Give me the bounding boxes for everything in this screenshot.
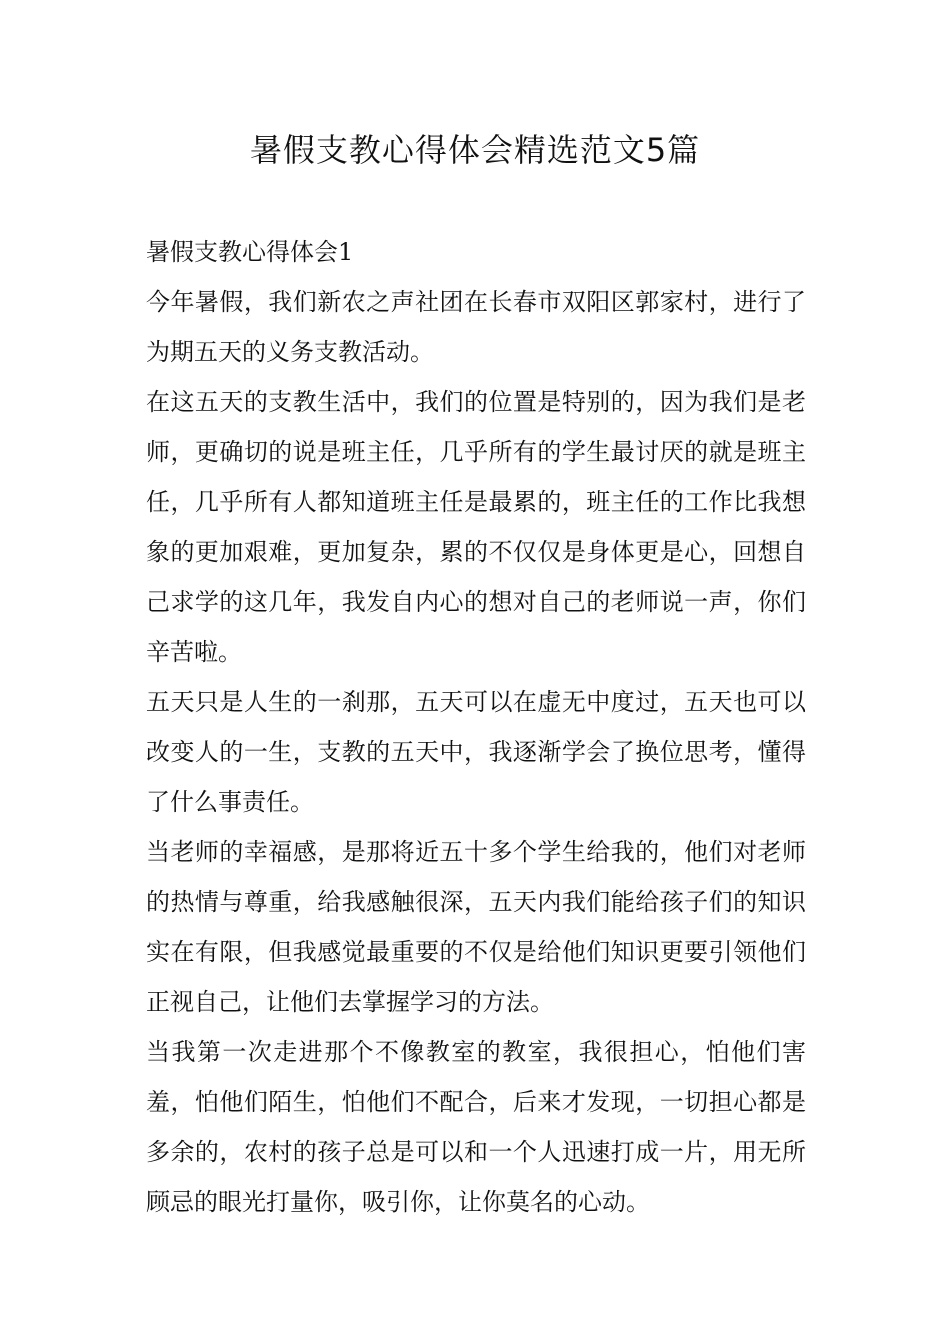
document-body <box>146 227 806 1227</box>
document-title: 暑假支教心得体会精选范文5篇 <box>249 131 701 169</box>
paragraph-4: 当老师的幸福感，是那将近五十多个学生给我的，他们对老师的热情与尊重，给我感触很深，五天内我们能给孩子们的知识实在有限，但我感觉最重要的不仅是给他们知识更要引领他们正视自己，让他们去掌握学习的方法。 <box>146 838 806 1016</box>
paragraph-5: 当我第一次走进那个不像教室的教室，我很担心，怕他们害羞，怕他们陌生，怕他们不配合，后来才发现，一切担心都是多余的，农村的孩子总是可以和一个人迅速打成一片，用无所顾忌的眼光打量你，吸引你，让你莫名的心动。 <box>146 1038 806 1216</box>
paragraph-2: 在这五天的支教生活中，我们的位置是特别的，因为我们是老师，更确切的说是班主任，几乎所有的学生最讨厌的就是班主任，几乎所有人都知道班主任是最累的，班主任的工作比我想象的更加艰难，更加复杂，累的不仅仅是身体更是心，回想自己求学的这几年，我发自内心的想对自己的老师说一声，你们辛苦啦。 <box>146 388 806 666</box>
paragraph-3: 五天只是人生的一刹那，五天可以在虚无中度过，五天也可以改变人的一生，支教的五天中，我逐渐学会了换位思考，懂得了什么事责任。 <box>146 688 806 816</box>
paragraph-1: 今年暑假，我们新农之声社团在长春市双阳区郭家村，进行了为期五天的义务支教活动。 <box>146 288 806 366</box>
section-heading: 暑假支教心得体会1 <box>146 238 354 266</box>
